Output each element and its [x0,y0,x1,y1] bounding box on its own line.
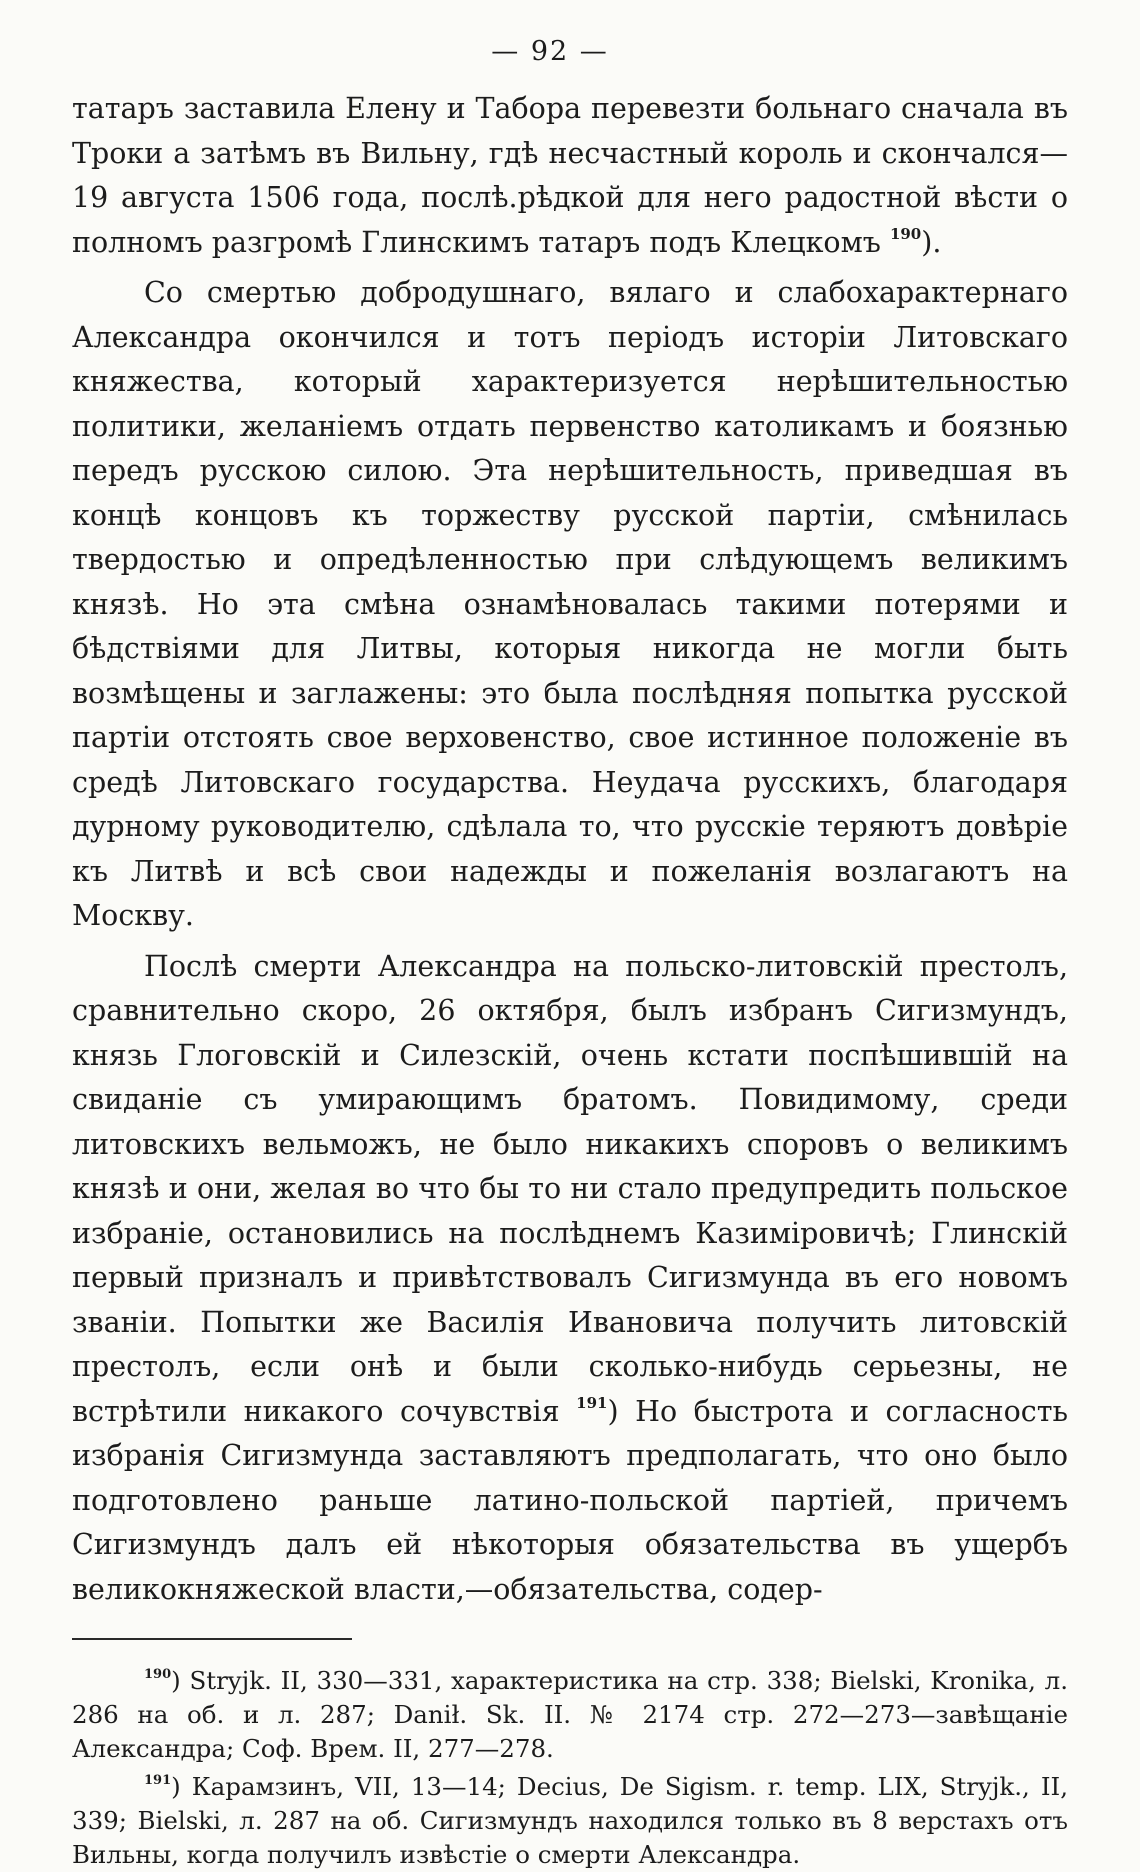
paragraph-text: ). [921,225,942,259]
paragraph-text: Послѣ смерти Александра на польско-литовскій престолъ, сравнительно скоро, 26 октября, былъ избранъ Сигизмундъ, князь Глоговскій и Силезскій, очень кстати поспѣшившій на свиданіе съ умирающимъ братомъ. Повидимому, среди литовскихъ вельможъ, не было никакихъ споровъ о великимъ князѣ и они, желая во что бы то ни стало предупредить польское избраніе, остановились на послѣднемъ Казиміровичѣ; Глинскій первый призналъ и привѣтствовалъ Сигизмунда въ его новомъ званіи. Попытки же Василія Ивановича получить литовскій престолъ, если онѣ и были сколько-нибудь серьезны, не встрѣтили никакого сочувствія [72,949,1068,1428]
footnote-191 [72,1770,1068,1872]
paragraph-1 [72,87,1068,265]
footnote-ref-190[interactable]: 190 [889,224,922,243]
footnotes [72,1664,1068,1872]
page-number: — 92 — [491,36,609,67]
main-text [72,87,1068,1612]
paragraph-text: Со смертью добродушнаго, вялаго и слабохарактернаго Александра окончился и тотъ періодъ исторіи Литовскаго княжества, который характеризуется нерѣшительностью политики, желаніемъ отдать первенство католикамъ и боязнью передъ русскою силою. Эта нерѣшительность, приведшая въ концѣ концовъ къ торжеству русской партіи, смѣнилась твердостью и опредѣленностью при слѣдующемъ великимъ князѣ. Но эта смѣна ознамѣновалась такими потерями и бѣдствіями для Литвы, которыя никогда не могли быть возмѣщены и заглажены: это была послѣдняя попытка русской партіи отстоять свое верховенство, свое истинное положеніе въ средѣ Литовскаго государства. Неудача русскихъ, благодаря дурному руководителю, сдѣлала то, что русскіе теряютъ довѣріе къ Литвѣ и всѣ свои надежды и пожеланія возлагаютъ на Москву. [72,276,1068,932]
paragraph-text: татаръ заставила Елену и Табора перевезти больнаго сначала въ Троки а затѣмъ въ Вильну, гдѣ несчастный король и скончался—19 августа 1506 года, послѣ.рѣдкой для него радостной вѣсти о полномъ разгромѣ Глинскимъ татаръ подъ Клецкомъ [72,92,1068,259]
footnote-190 [72,1664,1068,1766]
footnote-marker: 190 [144,1667,172,1682]
paragraph-3 [72,945,1068,1613]
footnote-ref-191[interactable]: 191 [576,1393,608,1412]
footnote-text: ) Карамзинъ, VII, 13—14; Decius, De Sigism. r. temp. LIX, Stryjk., II, 339; Bielski, л. 287 на об. Сигизмундъ находился только въ 8 верстахъ отъ Вильны, когда получилъ извѣстіе о смерти Александра. [72,1772,1068,1869]
footnote-marker: 191 [144,1773,172,1788]
paragraph-2 [72,271,1068,939]
paragraph-text: ) Но быстрота и согласность избранія Сигизмунда заставляютъ предполагать, что оно было подготовлено раньше латино-польской партіей, причемъ Сигизмундъ далъ ей нѣкоторыя обязательства въ ущербъ великокняжеской власти,—обязательства, содер- [72,1394,1068,1606]
footnote-divider [72,1638,352,1640]
footnote-text: ) Stryjk. II, 330—331, характеристика на стр. 338; Bielski, Kronika, л. 286 на об. и л. 287; Danił. Sk. II. № 2174 стр. 272—273—завѣщаніе Александра; Соф. Врем. II, 277—278. [72,1666,1068,1763]
